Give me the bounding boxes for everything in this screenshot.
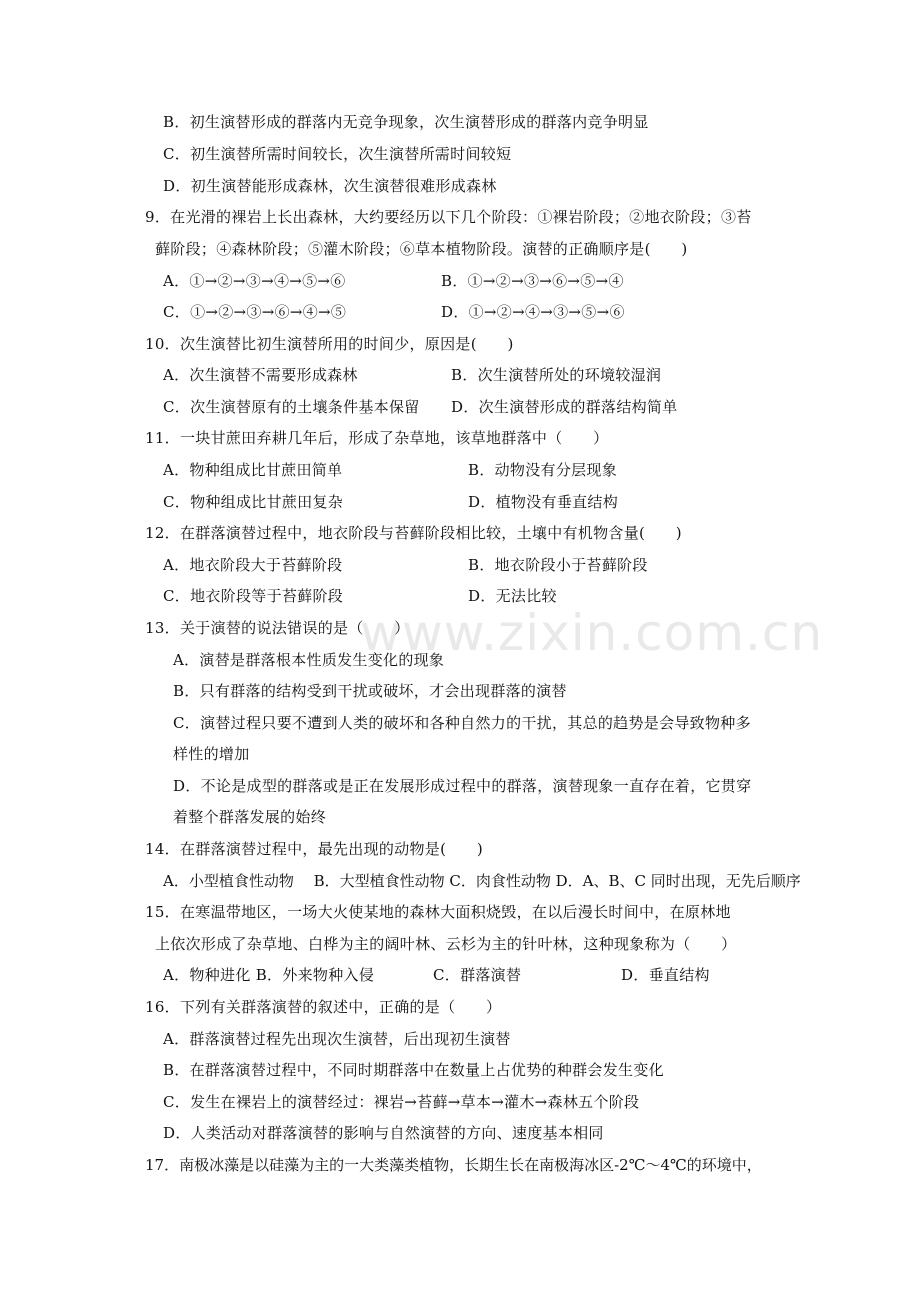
question-11-stem: 11．一块甘蔗田弃耕几年后，形成了杂草地，该草地群落中（ ） [145, 429, 609, 447]
question-14-stem: 14．在群落演替过程中，最先出现的动物是( ) [145, 840, 483, 858]
q13-option-c-cont: 样性的增加 [173, 745, 250, 763]
q16-option-a: A．群落演替过程先出现次生演替，后出现初生演替 [163, 1030, 511, 1048]
q9-option-d: D．①→②→④→③→⑤→⑥ [441, 303, 625, 321]
question-17-stem: 17．南极冰藻是以硅藻为主的一大类藻类植物，长期生长在南极海冰区-2℃～4℃的环境中， [145, 1156, 762, 1174]
q13-option-d: D．不论是成型的群落或是正在发展形成过程中的群落，演替现象一直存在着，它贯穿 [173, 777, 752, 795]
question-15-stem-cont: 上依次形成了杂草地、白桦为主的阔叶林、云杉为主的针叶林，这种现象称为（ ） [155, 935, 737, 953]
q13-option-d-cont: 着整个群落发展的始终 [173, 808, 327, 826]
q16-option-b: B．在群落演替过程中，不同时期群落中在数量上占优势的种群会发生变化 [163, 1061, 664, 1079]
q9-option-c: C．①→②→③→⑥→④→⑤ [163, 303, 347, 321]
q15-options-ab: A．物种进化 B．外来物种入侵 [163, 966, 375, 984]
question-16-stem: 16．下列有关群落演替的叙述中，正确的是（ ） [145, 998, 502, 1016]
q13-option-a: A．演替是群落根本性质发生变化的现象 [173, 651, 445, 669]
q11-option-c: C．物种组成比甘蔗田复杂 [163, 493, 344, 511]
question-9-stem: 9．在光滑的裸岩上长出森林，大约要经历以下几个阶段：①裸岩阶段；②地衣阶段；③苔 [145, 208, 752, 226]
q8-option-c: C．初生演替所需时间较长，次生演替所需时间较短 [163, 145, 512, 163]
q12-option-c: C．地衣阶段等于苔藓阶段 [163, 587, 344, 605]
q8-option-d: D．初生演替能形成森林，次生演替很难形成森林 [163, 177, 497, 195]
question-12-stem: 12．在群落演替过程中，地衣阶段与苔藓阶段相比较，土壤中有机物含量( ) [145, 524, 682, 542]
q11-option-d: D．植物没有垂直结构 [468, 493, 619, 511]
q12-option-d: D．无法比较 [468, 587, 557, 605]
q11-option-b: B．动物没有分层现象 [468, 461, 618, 479]
q12-option-a: A．地衣阶段大于苔藓阶段 [163, 556, 343, 574]
question-10-stem: 10．次生演替比初生演替所用的时间少，原因是( ) [145, 335, 514, 353]
q12-option-b: B．地衣阶段小于苔藓阶段 [468, 556, 648, 574]
q13-option-b: B．只有群落的结构受到干扰或破坏，才会出现群落的演替 [173, 682, 567, 700]
q15-option-d: D．垂直结构 [621, 966, 710, 984]
q10-option-a: A．次生演替不需要形成森林 [163, 366, 358, 384]
q11-option-a: A．物种组成比甘蔗田简单 [163, 461, 343, 479]
q13-option-c: C．演替过程只要不遭到人类的破坏和各种自然力的干扰，其总的趋势是会导致物种多 [173, 714, 751, 732]
q16-option-c: C．发生在裸岩上的演替经过：裸岩→苔藓→草本→灌木→森林五个阶段 [163, 1093, 640, 1111]
question-13-stem: 13．关于演替的说法错误的是（ ） [145, 619, 410, 637]
q10-option-d: D．次生演替形成的群落结构简单 [451, 398, 678, 416]
q9-option-b: B．①→②→③→⑥→⑤→④ [441, 272, 624, 290]
q10-option-b: B．次生演替所处的环境较湿润 [451, 366, 662, 384]
q15-option-c: C．群落演替 [433, 966, 522, 984]
question-9-stem-cont: 藓阶段；④森林阶段；⑤灌木阶段；⑥草本植物阶段。演替的正确顺序是( ) [155, 240, 688, 258]
q14-options: A．小型植食性动物 B．大型植食性动物 C．肉食性动物 D．A、B、C 同时出现，无先后顺序 [163, 872, 801, 890]
question-15-stem: 15．在寒温带地区，一场大火使某地的森林大面积烧毁，在以后漫长时间中，在原林地 [145, 903, 731, 921]
q8-option-b: B．初生演替形成的群落内无竞争现象，次生演替形成的群落内竞争明显 [163, 113, 649, 131]
q10-option-c: C．次生演替原有的土壤条件基本保留 [163, 398, 420, 416]
q16-option-d: D．人类活动对群落演替的影响与自然演替的方向、速度基本相同 [163, 1124, 604, 1142]
q9-option-a: A．①→②→③→④→⑤→⑥ [163, 272, 346, 290]
watermark: www.zixin.com.cn [360, 604, 824, 662]
